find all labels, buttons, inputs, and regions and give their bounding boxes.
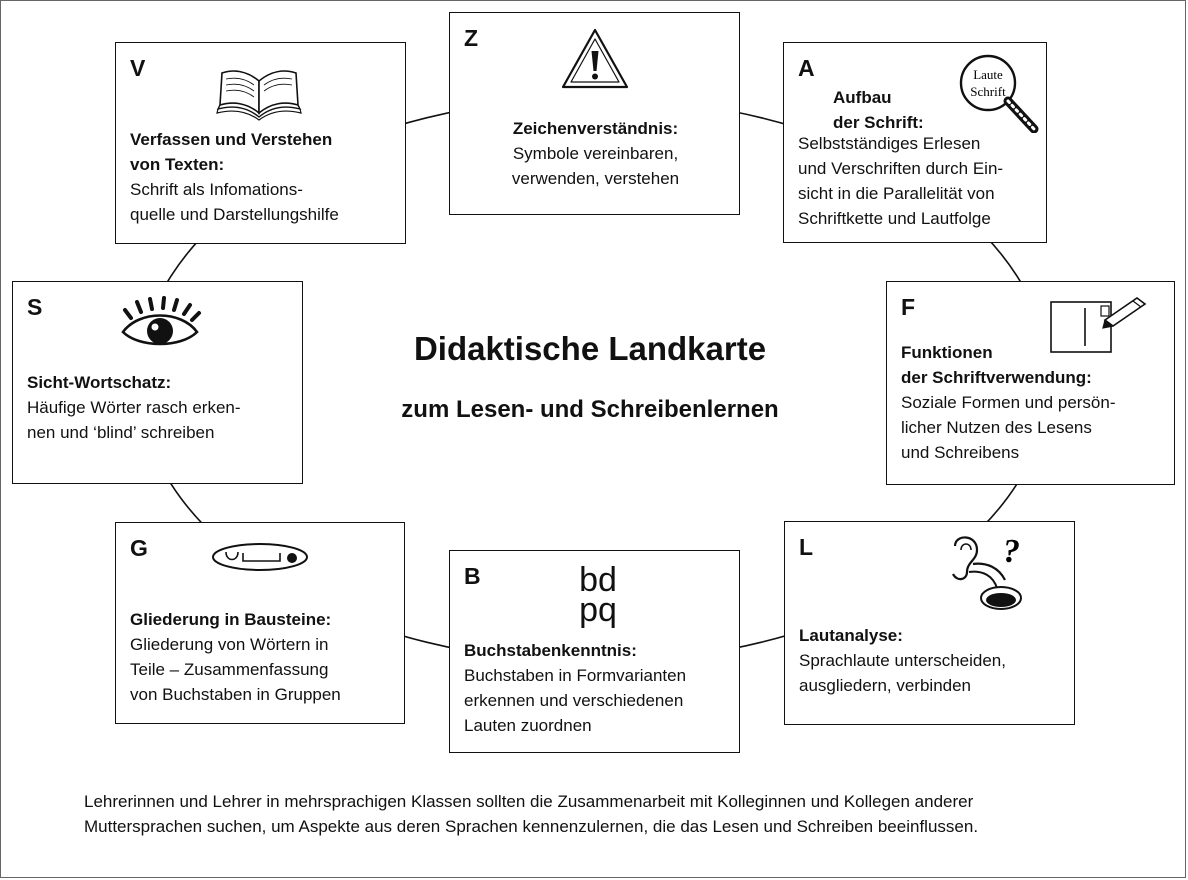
box-text	[130, 127, 400, 227]
box-buchstabenkenntnis	[449, 550, 740, 753]
box-letter: V	[130, 55, 146, 81]
box-verfassen	[115, 42, 406, 244]
box-gliederung	[115, 522, 405, 724]
box-description: Soziale Formen und persön- licher Nutzen des Lesens und Schreibens	[901, 393, 1116, 462]
segments-icon	[210, 541, 310, 573]
box-text	[464, 638, 739, 738]
svg-text:Schrift: Schrift	[970, 84, 1006, 99]
box-letter: L	[799, 534, 814, 560]
box-title: Zeichenverständnis:	[512, 119, 679, 138]
footer-line-2: Muttersprachen suchen, um Aspekte aus deren Sprachen kennenzulernen, die das Lesen und Schreiben beeinflussen.	[84, 817, 979, 836]
box-letter: A	[798, 55, 815, 81]
box-text	[450, 116, 741, 191]
box-description: Schrift als Infomations- quelle und Darstellungshilfe	[130, 180, 339, 224]
letters-line-bd: bd	[579, 561, 617, 599]
box-zeichenverstaendnis	[449, 12, 740, 215]
eye-icon	[117, 296, 203, 350]
box-text	[901, 340, 1173, 465]
box-letter: Z	[464, 25, 479, 51]
ear-question-icon	[943, 532, 1033, 616]
box-description: Gliederung von Wörtern in Teile – Zusammenfassung von Buchstaben in Gruppen	[130, 635, 341, 704]
svg-text:Laute: Laute	[973, 67, 1003, 82]
box-title: Aufbau der Schrift:	[833, 88, 924, 132]
letters-line-pq: pq	[579, 591, 617, 629]
diagram-subtitle: zum Lesen- und Schreibenlernen	[401, 396, 779, 423]
box-letter: S	[27, 294, 43, 320]
footer-line-1: Lehrerinnen und Lehrer in mehrsprachigen Klassen sollten die Zusammenarbeit mit Kolleginnen und Kollegen anderer	[84, 792, 974, 811]
svg-text:?: ?	[1003, 533, 1020, 570]
open-book-icon	[214, 59, 304, 121]
box-letter: G	[130, 535, 148, 561]
box-title: Verfassen und Verstehen von Texten:	[130, 130, 333, 174]
box-letter: B	[464, 563, 481, 589]
warning-sign-icon	[560, 27, 630, 91]
box-title: Sicht-Wortschatz:	[27, 373, 172, 392]
box-lautanalyse	[784, 521, 1075, 725]
box-text	[130, 607, 400, 707]
box-text	[799, 623, 1071, 698]
diagram-title: Didaktische Landkarte	[413, 330, 767, 367]
box-text	[27, 370, 297, 445]
letters-icon	[568, 561, 628, 629]
box-description: Selbstständiges Erlesen und Verschriften durch Ein- sicht in die Parallelität von Schriftkette und Lautfolge	[798, 134, 1004, 228]
box-title: Funktionen der Schriftverwendung:	[901, 343, 1092, 387]
box-title-wrap	[833, 85, 983, 135]
box-description: Symbole vereinbaren, verwenden, verstehen	[511, 144, 680, 188]
box-text	[798, 131, 1046, 231]
box-description: Buchstaben in Formvarianten erkennen und verschiedenen Lauten zuordnen	[464, 666, 687, 735]
box-description: Häufige Wörter rasch erken- nen und ‘blind’ schreiben	[27, 398, 241, 442]
box-title: Buchstabenkenntnis:	[464, 641, 637, 660]
box-funktionen	[886, 281, 1175, 485]
footer-note	[84, 789, 1164, 839]
box-letter: F	[901, 294, 916, 320]
box-sicht-wortschatz	[12, 281, 303, 484]
box-title: Gliederung in Bausteine:	[130, 610, 332, 629]
box-aufbau	[783, 42, 1047, 243]
box-description: Sprachlaute unterscheiden, ausgliedern, verbinden	[799, 651, 1006, 695]
box-title: Lautanalyse:	[799, 626, 903, 645]
